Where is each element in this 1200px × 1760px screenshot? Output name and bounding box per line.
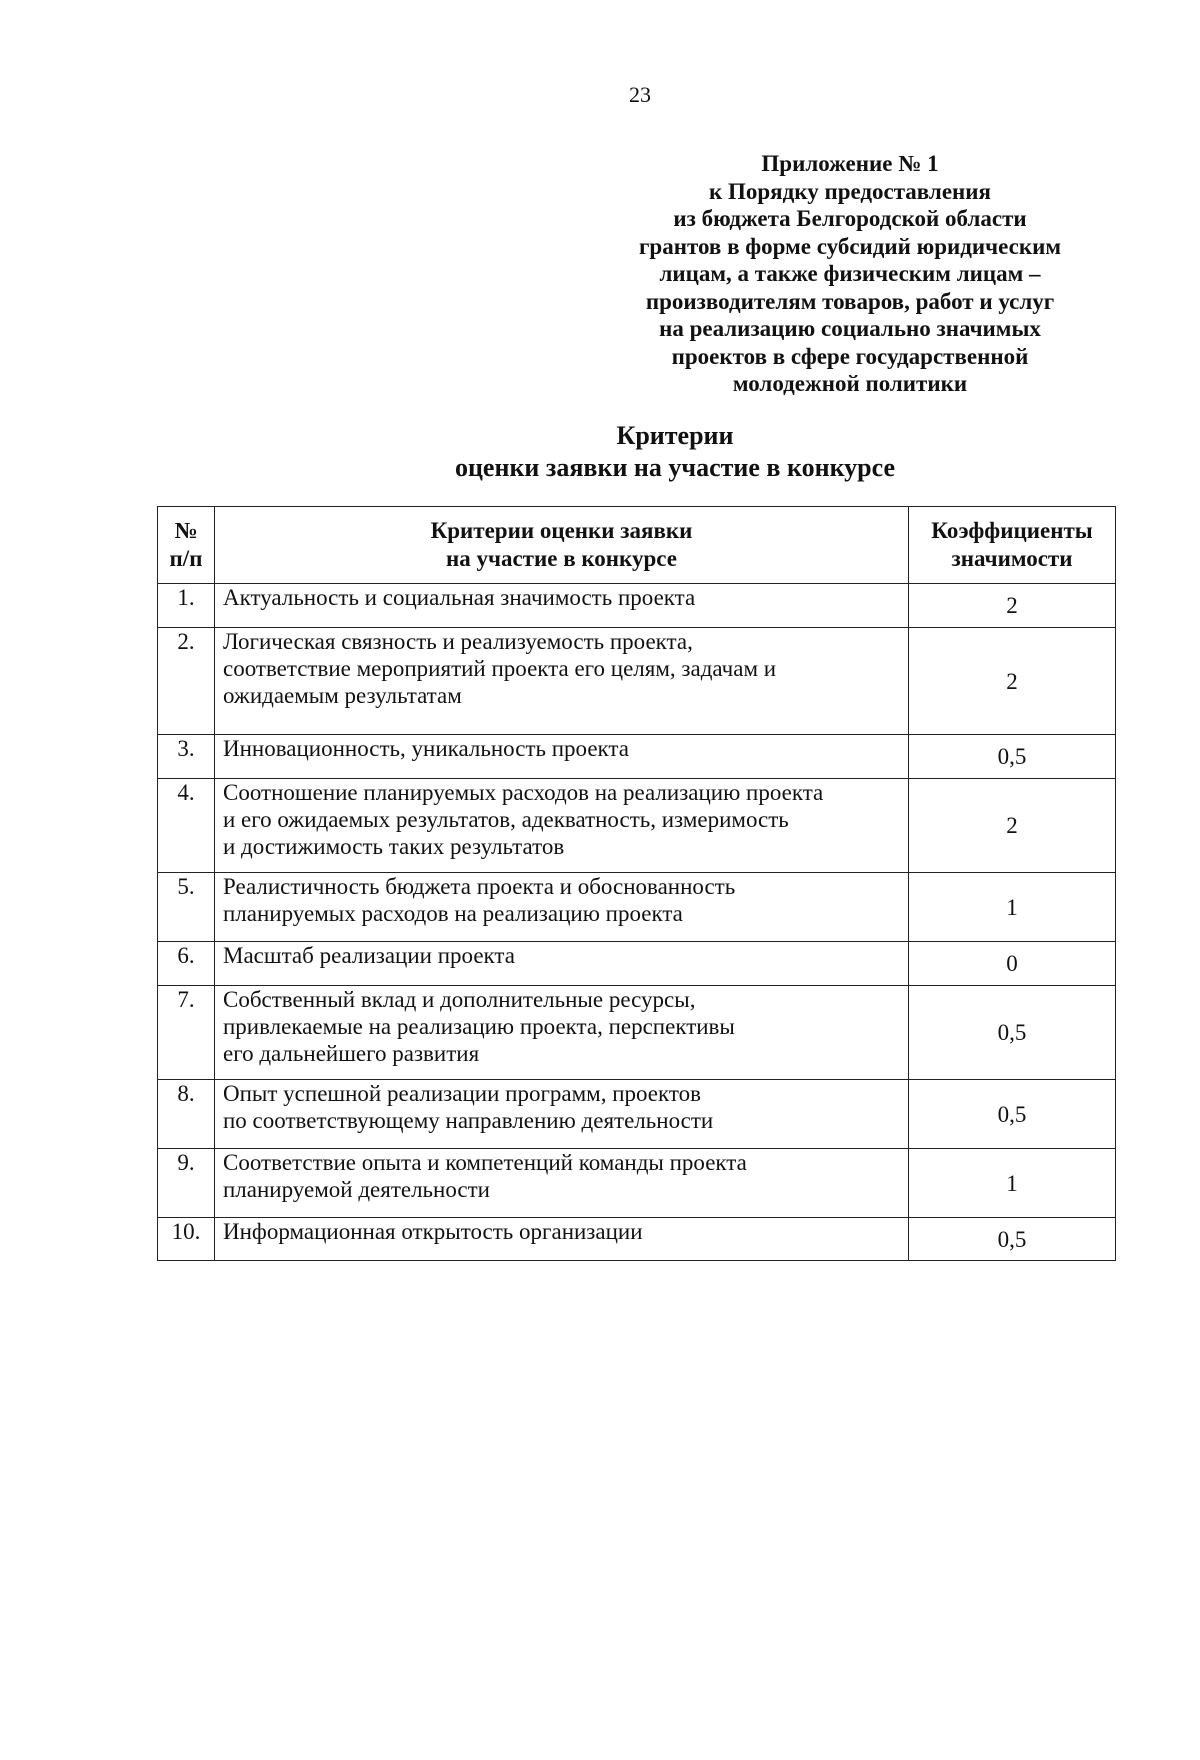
criteria-line: Логическая связность и реализуемость проекта, — [223, 629, 693, 654]
header-coefficient-line-2: значимости — [951, 546, 1073, 571]
header-criteria-line-1: Критерии оценки заявки — [430, 518, 693, 543]
row-criteria — [215, 1149, 909, 1218]
criteria-line: Информационная открытость организации — [223, 1219, 643, 1244]
table-row — [158, 779, 1116, 873]
row-coefficient: 0 — [909, 942, 1116, 986]
table-row — [158, 735, 1116, 779]
table-row — [158, 628, 1116, 735]
row-number: 2. — [158, 628, 215, 735]
table-body — [158, 584, 1116, 1261]
header-criteria — [215, 507, 909, 584]
criteria-line: Масштаб реализации проекта — [223, 943, 515, 968]
table-row — [158, 584, 1116, 628]
row-coefficient: 1 — [909, 1149, 1116, 1218]
header-number-line-1: № — [174, 518, 198, 543]
appendix-line: грантов в форме субсидий юридическим — [638, 233, 1062, 259]
row-coefficient: 1 — [909, 873, 1116, 942]
row-coefficient: 0,5 — [909, 986, 1116, 1080]
row-criteria — [215, 779, 909, 873]
criteria-line: Соотношение планируемых расходов на реализацию проекта — [223, 780, 824, 805]
appendix-header — [590, 150, 1110, 398]
appendix-line: к Порядку предоставления — [709, 178, 991, 204]
appendix-line: на реализацию социально значимых — [659, 316, 1041, 341]
criteria-line: Опыт успешной реализации программ, проектов — [223, 1081, 701, 1106]
criteria-line: его дальнейшего развития — [223, 1041, 480, 1066]
row-number: 1. — [158, 584, 215, 628]
row-number: 6. — [158, 942, 215, 986]
header-number — [158, 507, 215, 584]
row-coefficient: 0,5 — [909, 735, 1116, 779]
row-number: 5. — [158, 873, 215, 942]
title-line-2: оценки заявки на участие в конкурсе — [454, 453, 896, 482]
document-title — [0, 420, 1200, 484]
row-criteria — [215, 735, 909, 779]
appendix-line: молодежной политики — [732, 371, 968, 396]
row-coefficient: 2 — [909, 779, 1116, 873]
row-number: 7. — [158, 986, 215, 1080]
criteria-line: планируемых расходов на реализацию проекта — [223, 901, 683, 926]
table-row — [158, 986, 1116, 1080]
title-line-1: Критерии — [616, 421, 734, 450]
table-row — [158, 1218, 1116, 1261]
row-criteria — [215, 1080, 909, 1149]
row-coefficient: 0,5 — [909, 1080, 1116, 1149]
appendix-line: проектов в сфере государственной — [671, 343, 1029, 369]
row-criteria — [215, 628, 909, 735]
row-coefficient: 2 — [909, 628, 1116, 735]
criteria-line: Инновационность, уникальность проекта — [223, 736, 629, 761]
criteria-line: и его ожидаемых результатов, адекватность, измеримость — [223, 807, 789, 832]
table-row — [158, 873, 1116, 942]
row-number: 10. — [158, 1218, 215, 1261]
criteria-line: по соответствующему направлению деятельности — [223, 1108, 714, 1133]
criteria-line: Соответствие опыта и компетенций команды проекта — [223, 1150, 747, 1175]
row-number: 4. — [158, 779, 215, 873]
page-number: 23 — [629, 82, 651, 107]
criteria-line: Собственный вклад и дополнительные ресурсы, — [223, 987, 696, 1012]
criteria-line: соответствие мероприятий проекта его целям, задачам и — [223, 656, 777, 681]
criteria-line: Реалистичность бюджета проекта и обоснованность — [223, 874, 736, 899]
appendix-line: производителям товаров, работ и услуг — [645, 288, 1055, 314]
row-coefficient: 0,5 — [909, 1218, 1116, 1261]
row-coefficient: 2 — [909, 584, 1116, 628]
row-criteria — [215, 986, 909, 1080]
header-coefficient — [909, 507, 1116, 584]
table-row — [158, 1080, 1116, 1149]
header-coefficient-line-1: Коэффициенты — [931, 518, 1093, 543]
table-row — [158, 1149, 1116, 1218]
row-number: 8. — [158, 1080, 215, 1149]
row-criteria — [215, 584, 909, 628]
row-criteria — [215, 873, 909, 942]
table-row — [158, 942, 1116, 986]
row-number: 9. — [158, 1149, 215, 1218]
criteria-line: и достижимость таких результатов — [223, 834, 565, 859]
criteria-line: привлекаемые на реализацию проекта, перспективы — [223, 1014, 735, 1039]
row-number: 3. — [158, 735, 215, 779]
criteria-line: планируемой деятельности — [223, 1177, 490, 1202]
appendix-line: Приложение № 1 — [761, 151, 939, 176]
table-header-row — [158, 507, 1116, 584]
row-criteria — [215, 1218, 909, 1261]
appendix-line: из бюджета Белгородской области — [673, 206, 1027, 231]
criteria-table — [157, 506, 1116, 1261]
row-criteria — [215, 942, 909, 986]
header-number-line-2: п/п — [169, 546, 203, 571]
header-criteria-line-2: на участие в конкурсе — [446, 546, 677, 571]
appendix-line: лицам, а также физическим лицам – — [659, 261, 1041, 286]
criteria-line: Актуальность и социальная значимость проекта — [223, 585, 696, 610]
criteria-line: ожидаемым результатам — [223, 683, 462, 708]
